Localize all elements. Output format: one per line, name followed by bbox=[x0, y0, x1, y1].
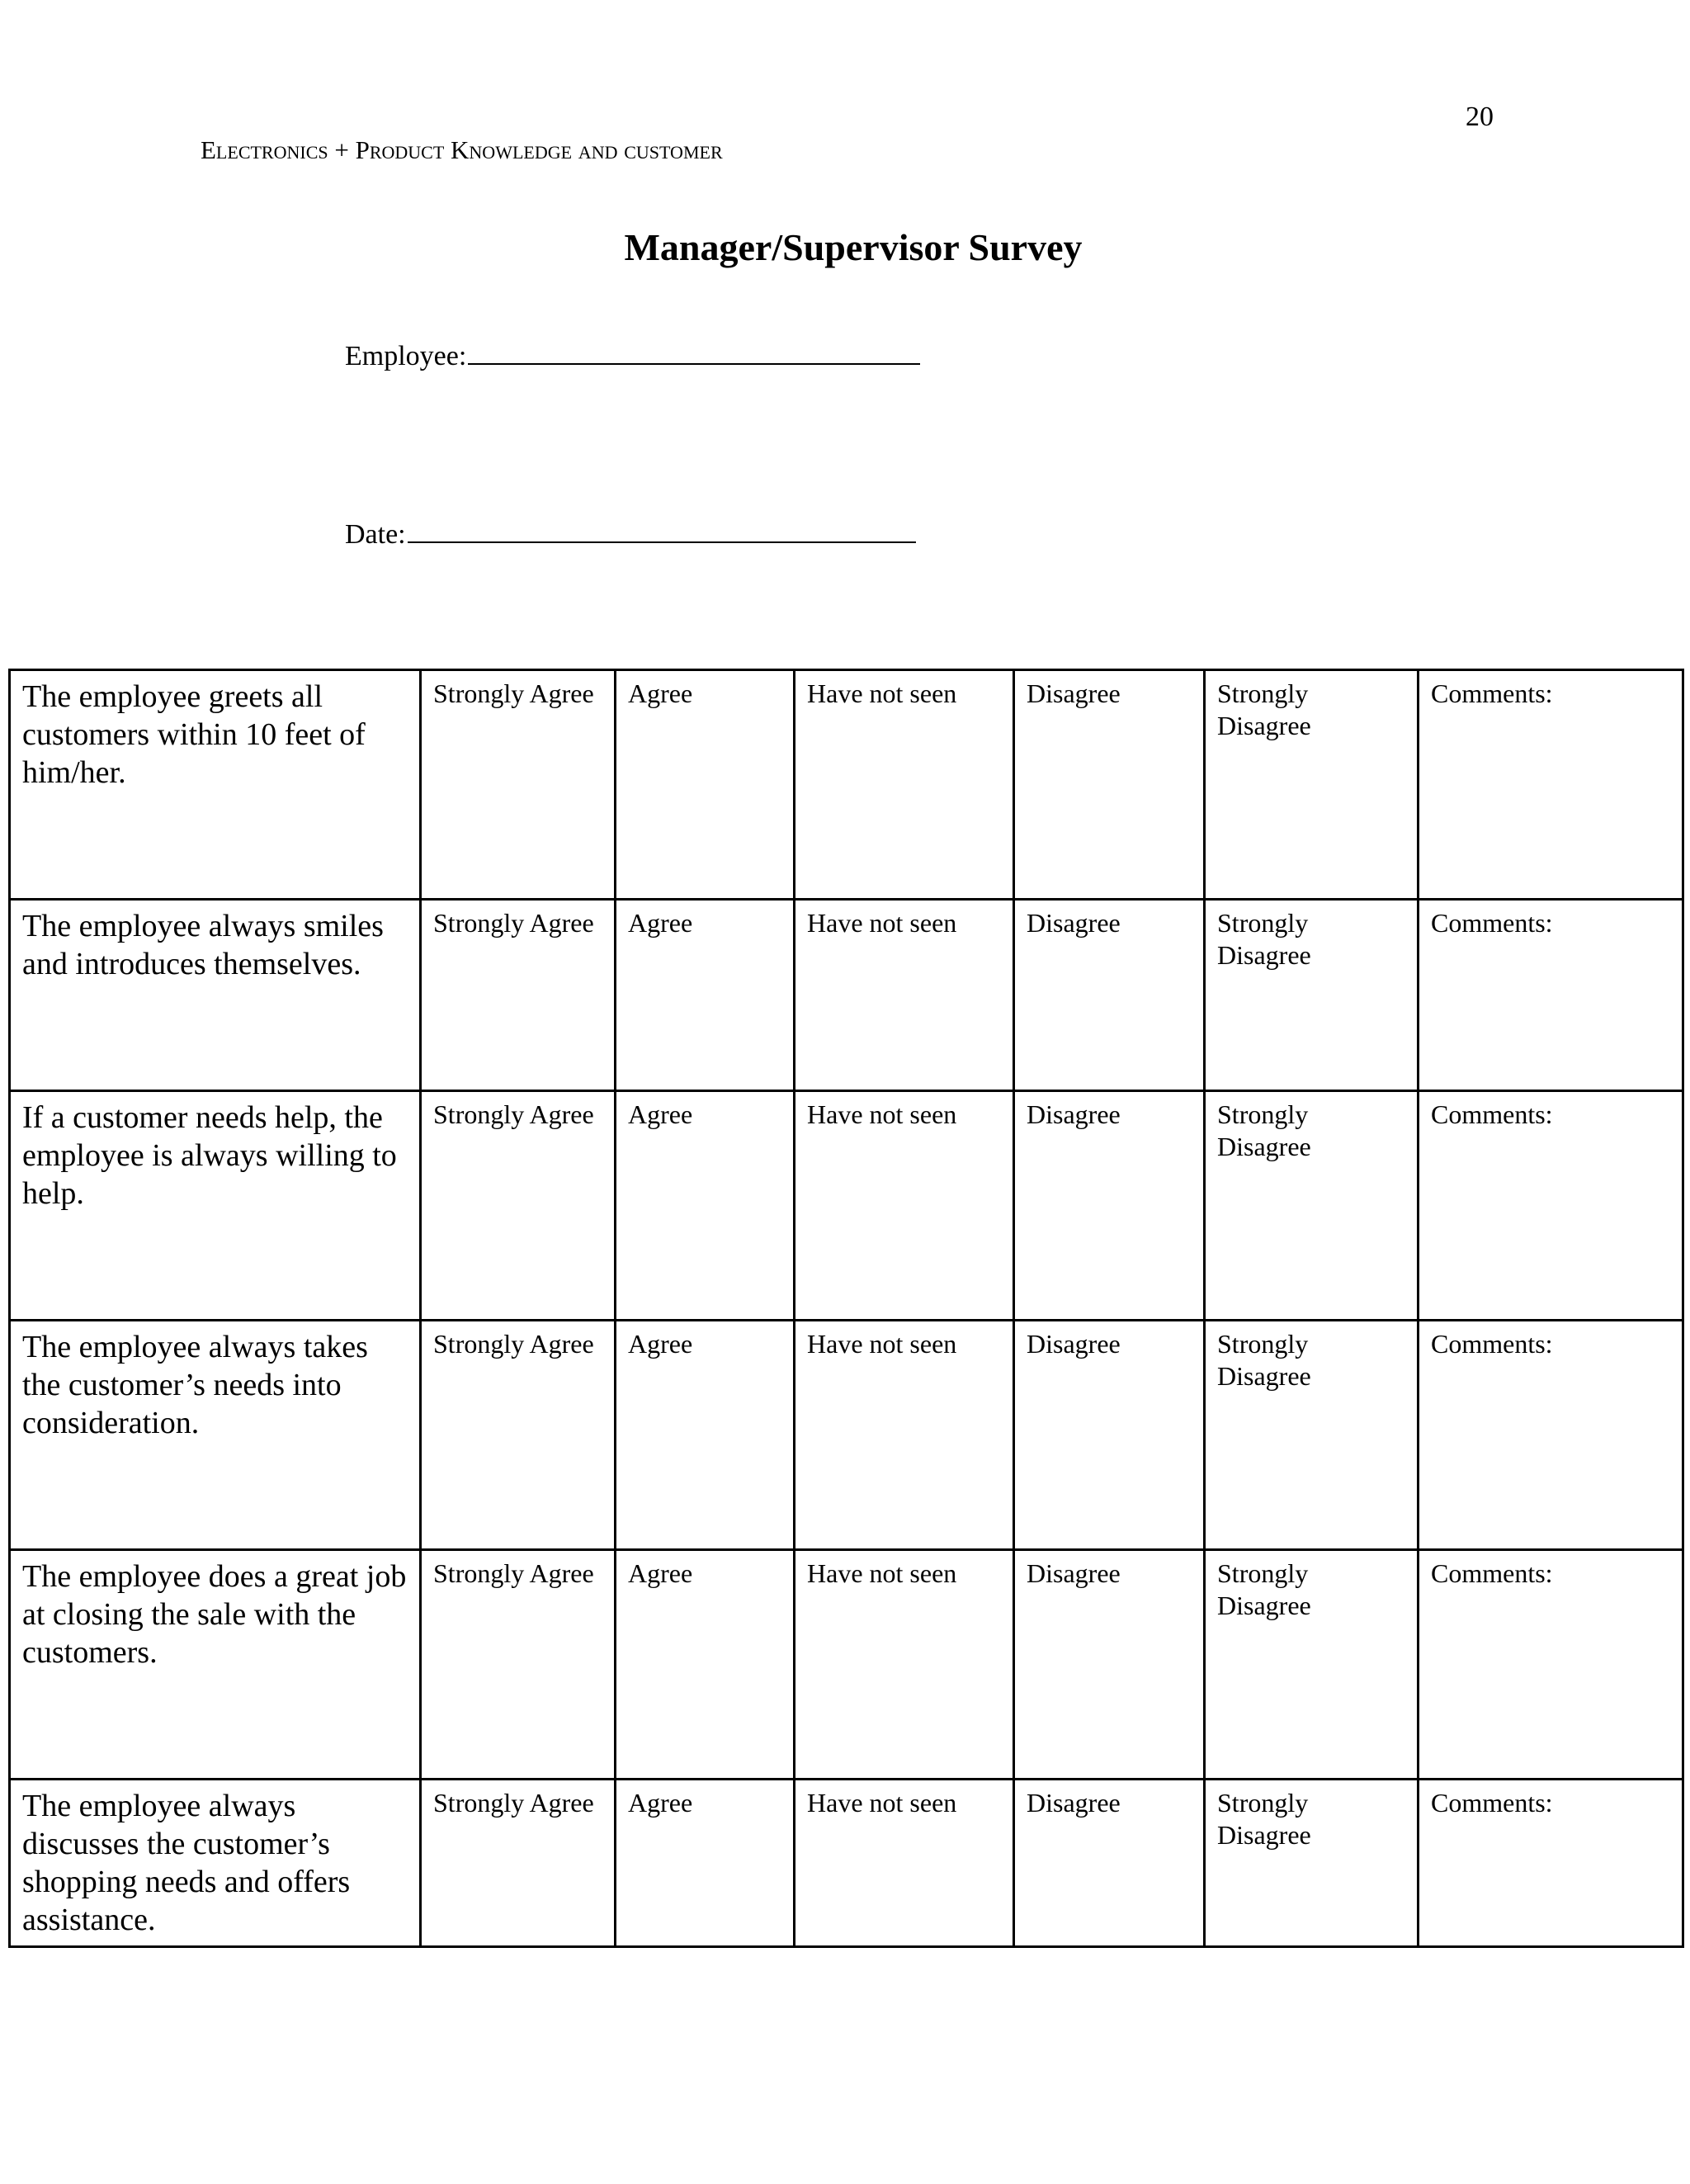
comments-cell[interactable]: Comments: bbox=[1419, 1550, 1683, 1780]
have-not-seen-option[interactable]: Have not seen bbox=[795, 1321, 1014, 1550]
survey-table bbox=[8, 669, 1684, 1948]
comments-cell[interactable]: Comments: bbox=[1419, 900, 1683, 1091]
agree-option[interactable]: Agree bbox=[616, 670, 795, 900]
disagree-option[interactable]: Disagree bbox=[1014, 1550, 1205, 1780]
strongly-agree-option[interactable]: Strongly Agree bbox=[421, 1780, 616, 1947]
statement-cell: The employee greets all customers within 10 feet of him/her. bbox=[10, 670, 421, 900]
agree-option[interactable]: Agree bbox=[616, 1091, 795, 1321]
disagree-option[interactable]: Disagree bbox=[1014, 1780, 1205, 1947]
page-title: Manager/Supervisor Survey bbox=[624, 226, 1083, 268]
disagree-option[interactable]: Disagree bbox=[1014, 670, 1205, 900]
agree-option[interactable]: Agree bbox=[616, 1321, 795, 1550]
strongly-disagree-option[interactable]: Strongly Disagree bbox=[1205, 1091, 1419, 1321]
disagree-option[interactable]: Disagree bbox=[1014, 1321, 1205, 1550]
statement-cell: The employee always discusses the customer’s shopping needs and offers assistance. bbox=[10, 1780, 421, 1947]
comments-cell[interactable]: Comments: bbox=[1419, 1321, 1683, 1550]
strongly-agree-option[interactable]: Strongly Agree bbox=[421, 1091, 616, 1321]
statement-cell: The employee does a great job at closing the sale with the customers. bbox=[10, 1550, 421, 1780]
comments-cell[interactable]: Comments: bbox=[1419, 670, 1683, 900]
statement-cell: If a customer needs help, the employee is always willing to help. bbox=[10, 1091, 421, 1321]
survey-row bbox=[10, 1780, 1683, 1947]
disagree-option[interactable]: Disagree bbox=[1014, 1091, 1205, 1321]
strongly-agree-option[interactable]: Strongly Agree bbox=[421, 1321, 616, 1550]
strongly-disagree-option[interactable]: Strongly Disagree bbox=[1205, 1321, 1419, 1550]
strongly-agree-option[interactable]: Strongly Agree bbox=[421, 670, 616, 900]
have-not-seen-option[interactable]: Have not seen bbox=[795, 1091, 1014, 1321]
have-not-seen-option[interactable]: Have not seen bbox=[795, 1780, 1014, 1947]
strongly-agree-option[interactable]: Strongly Agree bbox=[421, 1550, 616, 1780]
survey-row bbox=[10, 670, 1683, 900]
strongly-disagree-option[interactable]: Strongly Disagree bbox=[1205, 670, 1419, 900]
agree-option[interactable]: Agree bbox=[616, 1550, 795, 1780]
survey-row bbox=[10, 1321, 1683, 1550]
strongly-agree-option[interactable]: Strongly Agree bbox=[421, 900, 616, 1091]
employee-blank-line[interactable] bbox=[468, 338, 920, 365]
page-number: 20 bbox=[1466, 102, 1494, 132]
agree-option[interactable]: Agree bbox=[616, 900, 795, 1091]
have-not-seen-option[interactable]: Have not seen bbox=[795, 670, 1014, 900]
comments-cell[interactable]: Comments: bbox=[1419, 1780, 1683, 1947]
statement-cell: The employee always smiles and introduces themselves. bbox=[10, 900, 421, 1091]
have-not-seen-option[interactable]: Have not seen bbox=[795, 900, 1014, 1091]
survey-row bbox=[10, 1550, 1683, 1780]
strongly-disagree-option[interactable]: Strongly Disagree bbox=[1205, 1550, 1419, 1780]
date-blank-line[interactable] bbox=[408, 517, 916, 543]
strongly-disagree-option[interactable]: Strongly Disagree bbox=[1205, 1780, 1419, 1947]
date-label: Date: bbox=[345, 519, 406, 550]
strongly-disagree-option[interactable]: Strongly Disagree bbox=[1205, 900, 1419, 1091]
disagree-option[interactable]: Disagree bbox=[1014, 900, 1205, 1091]
employee-label: Employee: bbox=[345, 341, 467, 371]
survey-row bbox=[10, 900, 1683, 1091]
running-head: Electronics + Product Knowledge and customer bbox=[201, 135, 723, 164]
date-field[interactable] bbox=[345, 517, 916, 551]
agree-option[interactable]: Agree bbox=[616, 1780, 795, 1947]
employee-field[interactable] bbox=[345, 338, 920, 373]
statement-cell: The employee always takes the customer’s needs into consideration. bbox=[10, 1321, 421, 1550]
have-not-seen-option[interactable]: Have not seen bbox=[795, 1550, 1014, 1780]
survey-row bbox=[10, 1091, 1683, 1321]
comments-cell[interactable]: Comments: bbox=[1419, 1091, 1683, 1321]
